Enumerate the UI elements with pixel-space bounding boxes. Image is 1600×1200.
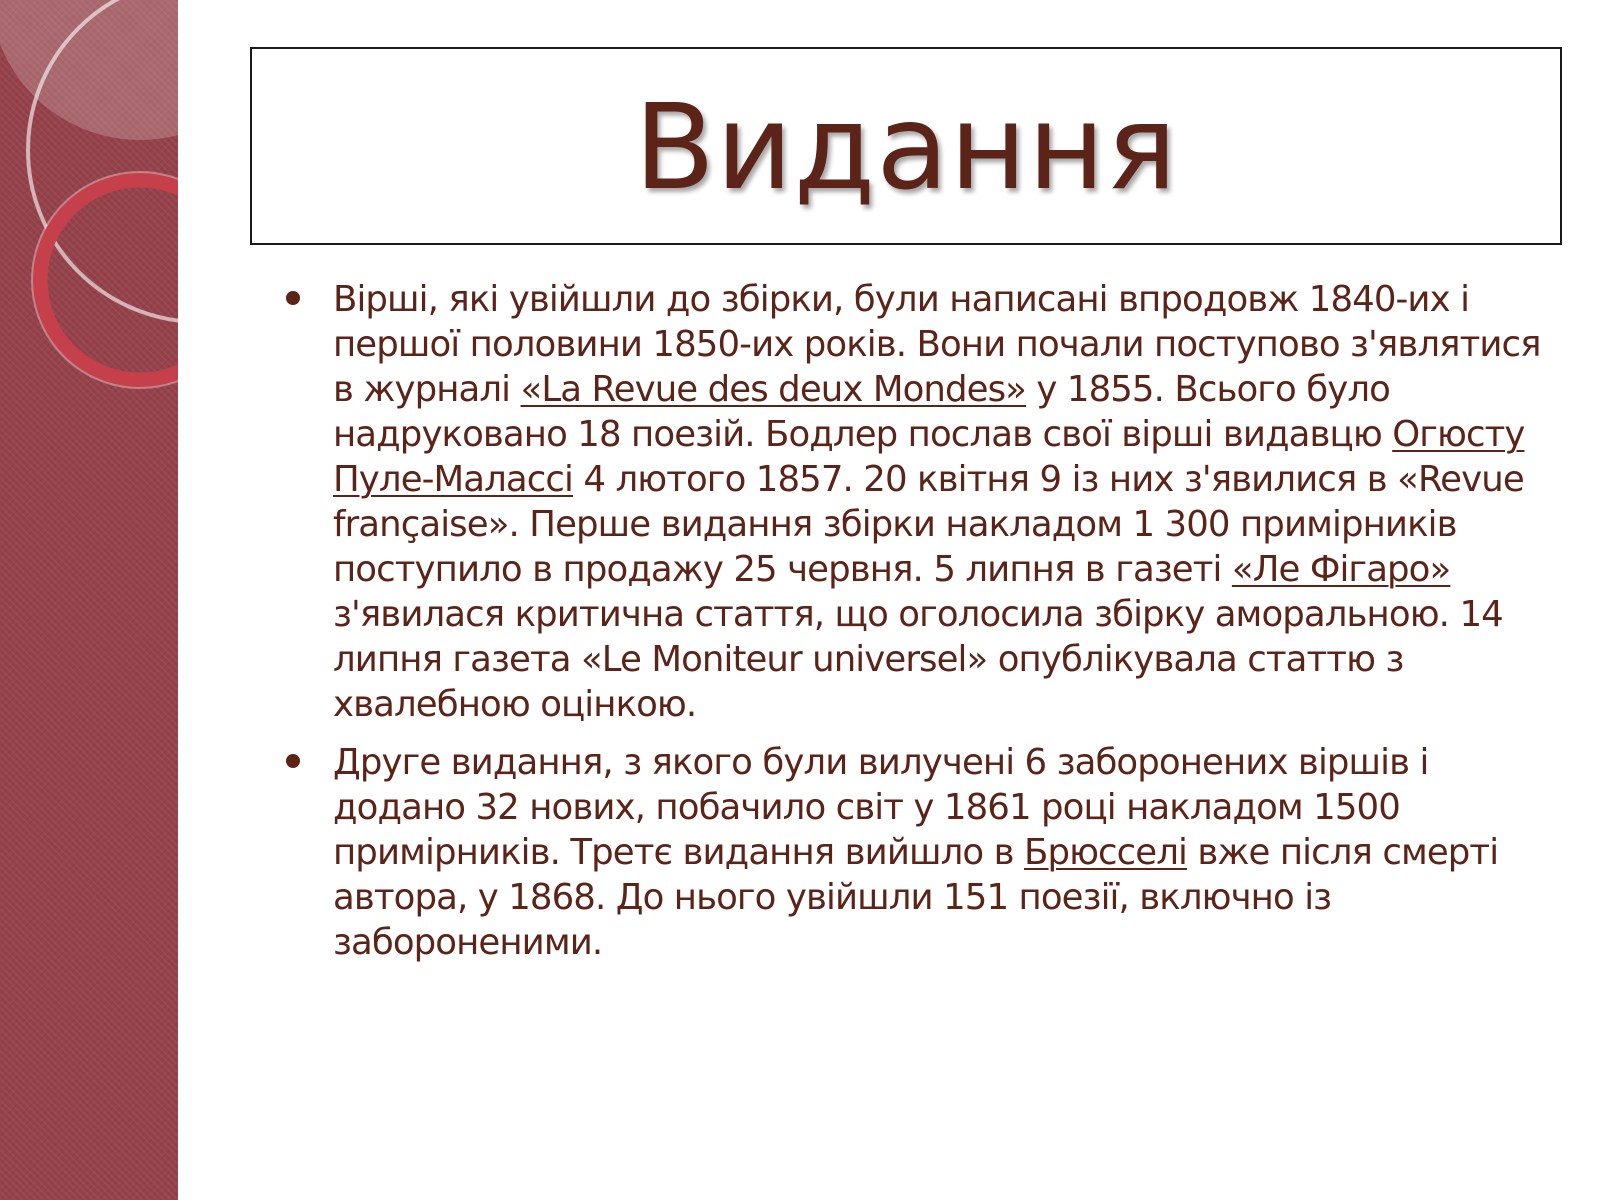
link-poulet-malassis[interactable]: Огюсту Пуле-Малассі: [333, 414, 1525, 500]
bullet-dot-icon: [286, 754, 300, 768]
bullet-text: у 1855. Всього було надруковано 18 поезій. Бодлер послав свої вірші видавцю: [333, 369, 1393, 455]
bullet-text: Вірші, які увійшли до збірки, були написані впродовж 1840-их і першої половини 1850-их років. Вони почали поступово з'являтися в журналі: [333, 279, 1541, 410]
bullet-item: [275, 740, 1560, 965]
link-revue-des-deux-mondes[interactable]: «La Revue des deux Mondes»: [520, 369, 1026, 410]
decor-circle-ring-outline: [32, 172, 178, 388]
slide-body: [275, 277, 1560, 978]
bullet-text: з'явилася критична стаття, що оголосила збірку аморальною. 14 липня газета «Le Moniteur universel» опублікувала статтю з хвалебною оцінкою.: [333, 594, 1503, 725]
decor-circle-ring-red: [40, 180, 178, 380]
decorative-sidebar: [0, 0, 178, 1200]
bullet-text: Друге видання, з якого були вилучені 6 заборонених віршів і додано 32 нових, побачило світ у 1861 році накладом 1500 примірників. Третє видання вийшло в: [333, 742, 1429, 873]
link-brussels[interactable]: Брюсселі: [1023, 832, 1187, 873]
bullet-text: вже після смерті автора, у 1868. До нього увійшли 151 поезії, включно із забороненими.: [333, 832, 1499, 963]
slide-title: Видання: [634, 78, 1178, 216]
bullet-dot-icon: [286, 291, 300, 305]
title-frame: [250, 47, 1562, 245]
link-le-figaro[interactable]: «Ле Фігаро»: [1231, 549, 1451, 590]
bullet-text: 4 лютого 1857. 20 квітня 9 із них з'явилися в «Revue française». Перше видання збірки накладом 1 300 примірників поступило в продажу 25 червня. 5 липня в газеті: [333, 459, 1524, 590]
decorative-circles-graphic: [0, 0, 178, 1200]
bullet-item: [275, 277, 1560, 727]
